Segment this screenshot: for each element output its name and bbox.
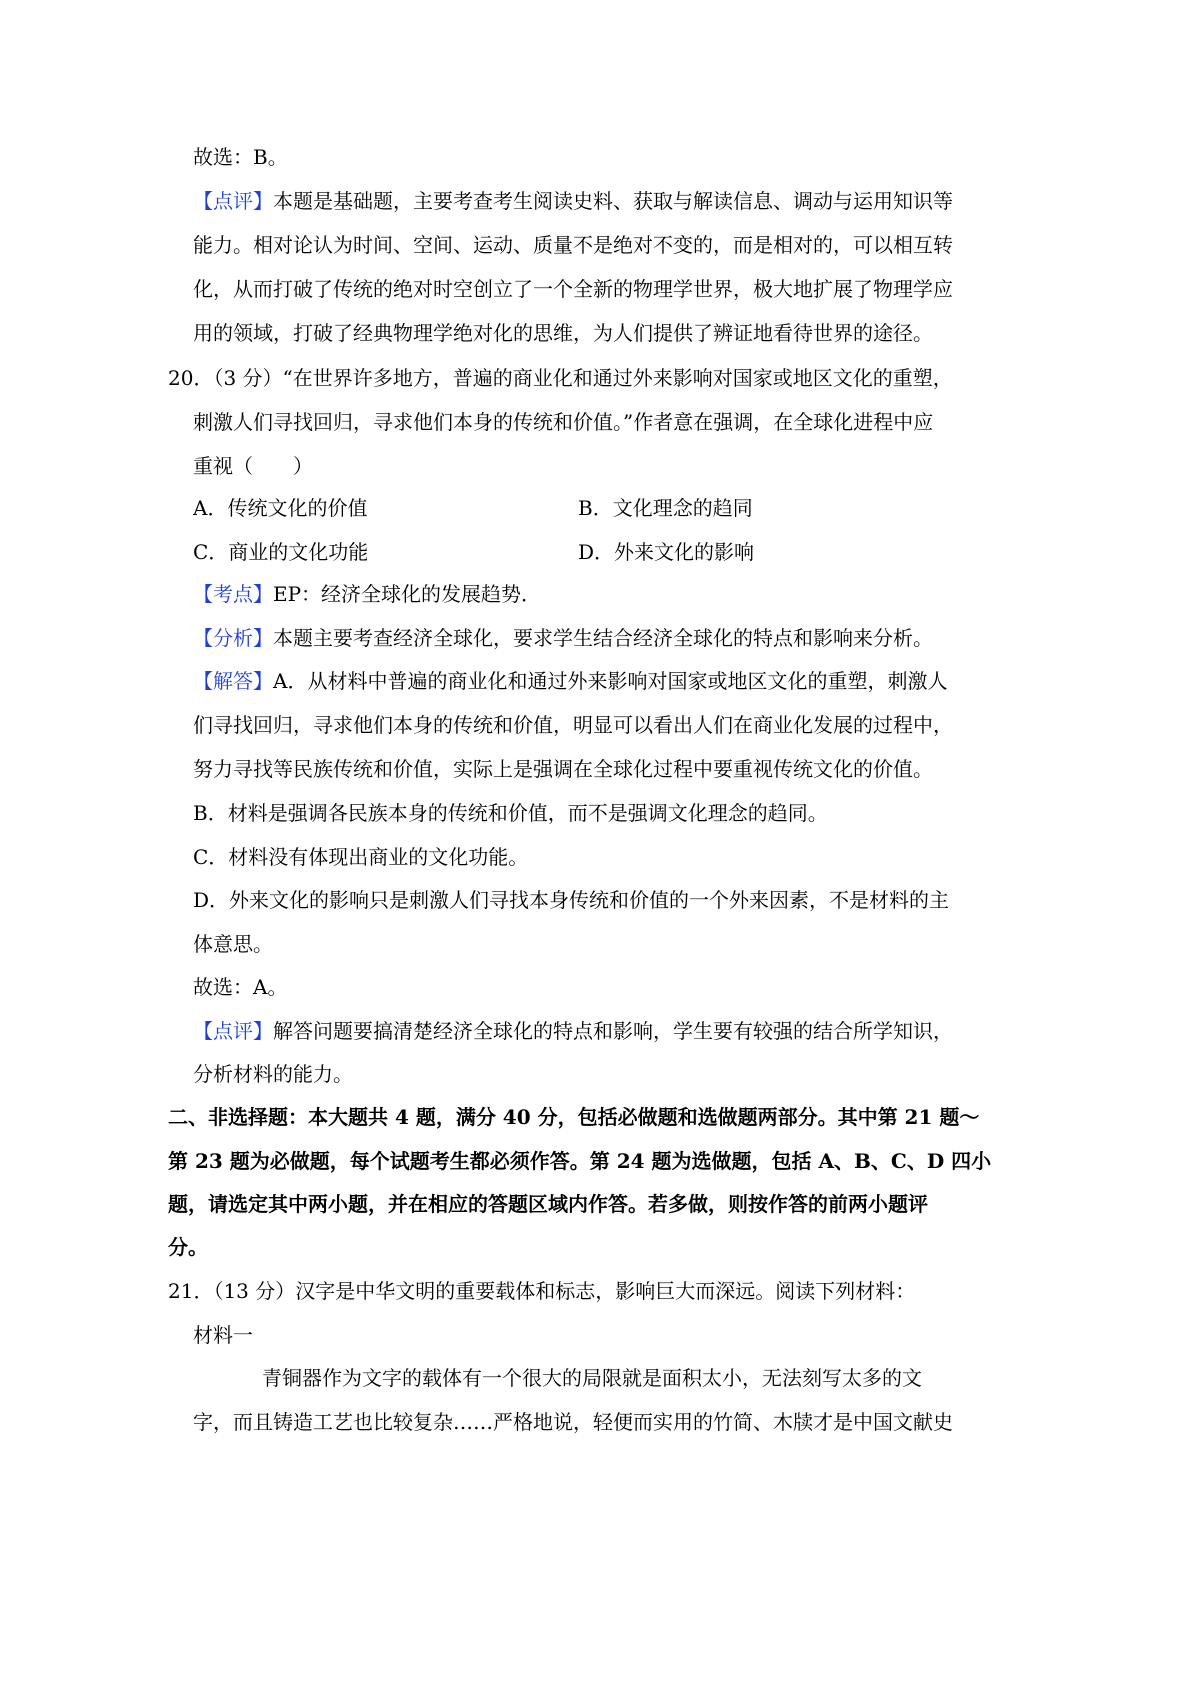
dianping-line bbox=[193, 1017, 953, 1045]
text-line: 故选：A。 bbox=[193, 975, 288, 999]
text-line: 们寻找回归，寻求他们本身的传统和价值，明显可以看出人们在商业化发展的过程中， bbox=[193, 713, 953, 737]
comment-paragraph bbox=[193, 187, 953, 215]
text-line: 分析材料的能力。 bbox=[193, 1062, 353, 1086]
fenxi-line bbox=[193, 624, 933, 652]
text-line: EP：经济全球化的发展趋势． bbox=[273, 582, 542, 606]
text-line: 用的领域，打破了经典物理学绝对化的思维，为人们提供了辨证地看待世界的途径。 bbox=[193, 321, 933, 345]
option-b: B．文化理念的趋同 bbox=[578, 496, 753, 520]
material-label: 材料一 bbox=[193, 1323, 253, 1347]
text-line: 能力。相对论认为时间、空间、运动、质量不是绝对不变的，而是相对的，可以相互转 bbox=[193, 233, 953, 257]
text-line: 本题主要考查经济全球化，要求学生结合经济全球化的特点和影响来分析。 bbox=[273, 626, 933, 650]
text-line: 故选：B。 bbox=[193, 145, 288, 169]
text-line: 刺激人们寻找回归，寻求他们本身的传统和价值。”作者意在强调，在全球化进程中应 bbox=[193, 410, 934, 434]
kaodian-line bbox=[193, 580, 541, 608]
text-line: 本题是基础题，主要考查考生阅读史料、获取与解读信息、调动与运用知识等 bbox=[273, 189, 953, 213]
fenxi-tag: 【分析】 bbox=[193, 626, 273, 650]
text-line: 化，从而打破了传统的绝对时空创立了一个全新的物理学世界，极大地扩展了物理学应 bbox=[193, 277, 953, 301]
section-2-heading: 题，请选定其中两小题，并在相应的答题区域内作答。若多做，则按作答的前两小题评 bbox=[168, 1192, 928, 1216]
section-2-heading: 第 23 题为必做题，每个试题考生都必须作答。第 24 题为选做题，包括 A、B、C、D 四小 bbox=[168, 1149, 992, 1173]
option-d: D．外来文化的影响 bbox=[578, 540, 755, 564]
dianping-tag: 【点评】 bbox=[193, 1019, 273, 1043]
question-21-stem: 21．（13 分）汉字是中华文明的重要载体和标志，影响巨大而深远。阅读下列材料： bbox=[168, 1279, 916, 1303]
text-line: 体意思。 bbox=[193, 932, 273, 956]
option-c: C．商业的文化功能 bbox=[193, 540, 369, 564]
text-line: 解答问题要搞清楚经济全球化的特点和影响，学生要有较强的结合所学知识， bbox=[273, 1019, 953, 1043]
text-line: 青铜器作为文字的载体有一个很大的局限就是面积太小，无法刻写太多的文 bbox=[262, 1366, 922, 1390]
question-20-stem: 20．（3 分）“在世界许多地方，普遍的商业化和通过外来影响对国家或地区文化的重塑， bbox=[168, 366, 953, 390]
text-line: C．材料没有体现出商业的文化功能。 bbox=[193, 845, 529, 869]
section-2-heading: 分。 bbox=[168, 1235, 208, 1259]
text-line: 努力寻找等民族传统和价值，实际上是强调在全球化过程中要重视传统文化的价值。 bbox=[193, 757, 933, 781]
comment-tag: 【点评】 bbox=[193, 189, 273, 213]
text-line: 重视（ ） bbox=[193, 454, 313, 478]
jieda-line bbox=[193, 667, 947, 695]
text-line: B．材料是强调各民族本身的传统和价值，而不是强调文化理念的趋同。 bbox=[193, 801, 828, 825]
section-2-heading: 二、非选择题：本大题共 4 题，满分 40 分，包括必做题和选做题两部分。其中第 21 题～ bbox=[168, 1105, 980, 1129]
option-a: A．传统文化的价值 bbox=[193, 496, 368, 520]
text-line: 字，而且铸造工艺也比较复杂……严格地说，轻便而实用的竹简、木牍才是中国文献史 bbox=[193, 1410, 953, 1434]
text-line: D．外来文化的影响只是刺激人们寻找本身传统和价值的一个外来因素，不是材料的主 bbox=[193, 888, 950, 912]
text-line: A．从材料中普遍的商业化和通过外来影响对国家或地区文化的重塑，刺激人 bbox=[273, 669, 948, 693]
kaodian-tag: 【考点】 bbox=[193, 582, 273, 606]
jieda-tag: 【解答】 bbox=[193, 669, 273, 693]
